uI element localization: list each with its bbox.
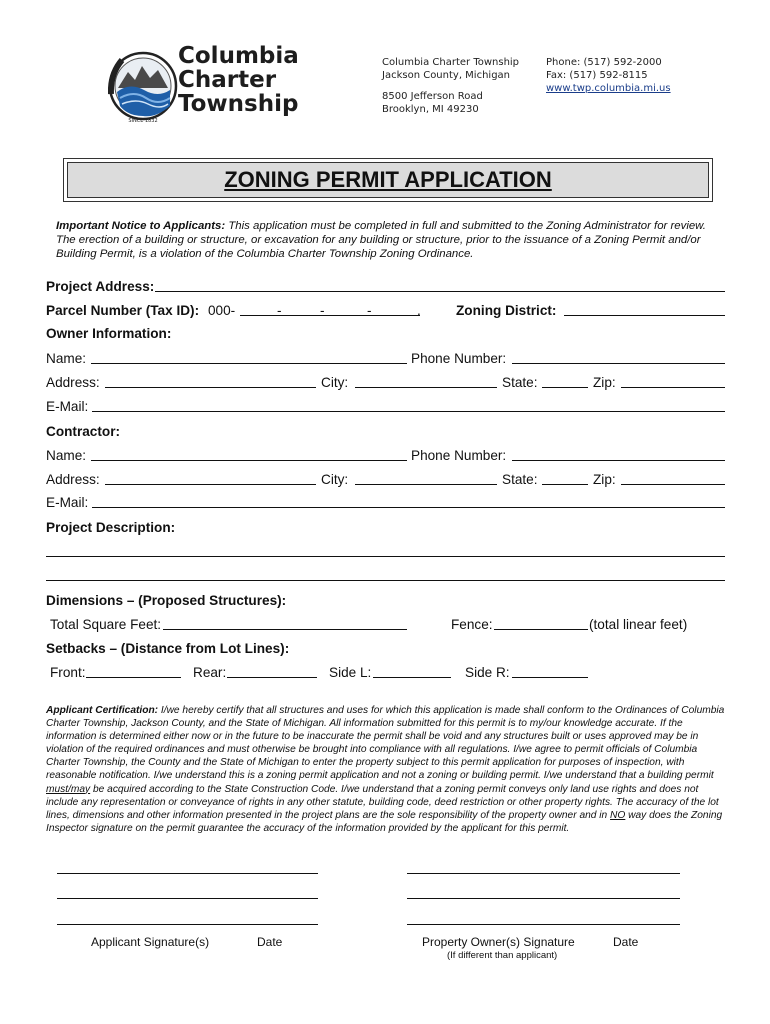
- applicant-signature-label: Applicant Signature(s): [91, 935, 210, 949]
- owner-phone-field[interactable]: [512, 363, 725, 364]
- rear-label: Rear:: [193, 665, 227, 680]
- project-description-heading: Project Description:: [46, 520, 176, 535]
- total-sqft-field[interactable]: [163, 629, 407, 630]
- front-field[interactable]: [86, 677, 181, 678]
- contractor-name-label: Name:: [46, 448, 87, 463]
- fence-field[interactable]: [494, 629, 588, 630]
- zoning-district-field[interactable]: [564, 315, 725, 316]
- rear-field[interactable]: [227, 677, 317, 678]
- logo-line-3: Township: [178, 91, 299, 117]
- seal-text: SINCE 1832: [128, 118, 158, 124]
- contractor-zip-field[interactable]: [621, 484, 725, 485]
- side-l-field[interactable]: [373, 677, 451, 678]
- parcel-end: .: [417, 303, 421, 318]
- applicant-signature-line-1[interactable]: [57, 873, 318, 874]
- page-title: ZONING PERMIT APPLICATION: [224, 167, 552, 192]
- office-city: Brooklyn, MI 49230: [382, 104, 479, 115]
- owner-address-label: Address:: [46, 375, 100, 390]
- title-box: [63, 158, 713, 202]
- applicant-signature-line-3[interactable]: [57, 924, 318, 925]
- contractor-state-field[interactable]: [542, 484, 588, 485]
- office-address: [382, 56, 519, 116]
- contractor-phone-field[interactable]: [512, 460, 725, 461]
- office-contact: [546, 56, 671, 95]
- side-l-label: Side L:: [329, 665, 372, 680]
- important-notice: [56, 219, 716, 261]
- certification-emphasis-must-may: must/may: [46, 783, 91, 795]
- logo-wordmark: [178, 44, 299, 116]
- contractor-email-label: E-Mail:: [46, 495, 89, 510]
- office-county: Jackson County, Michigan: [382, 70, 511, 81]
- owner-date-label: Date: [613, 935, 639, 949]
- applicant-certification: [46, 704, 728, 835]
- contractor-email-field[interactable]: [92, 507, 725, 508]
- owner-email-label: E-Mail:: [46, 399, 89, 414]
- contractor-address-field[interactable]: [105, 484, 316, 485]
- office-fax: Fax: (517) 592-8115: [546, 70, 648, 81]
- owner-signature-note: (If different than applicant): [447, 950, 558, 961]
- certification-heading: Applicant Certification:: [46, 705, 159, 716]
- logo-line-2: Charter: [178, 67, 277, 93]
- fence-unit: (total linear feet): [589, 617, 688, 632]
- applicant-signature-line-2[interactable]: [57, 898, 318, 899]
- owner-email-field[interactable]: [92, 411, 725, 412]
- contractor-heading: Contractor:: [46, 424, 121, 439]
- logo-line-1: Columbia: [178, 43, 299, 69]
- project-address-field[interactable]: [155, 291, 725, 292]
- owner-name-field[interactable]: [91, 363, 407, 364]
- owner-city-field[interactable]: [355, 387, 497, 388]
- setbacks-heading: Setbacks – (Distance from Lot Lines):: [46, 641, 290, 656]
- certification-text-2: be acquired according to the State Construction Code. I/we understand that a zoning permit conveys only land use rights and does not include any representation or conveyance of rights in any other statute, building code, deed restriction or other property rights. The accuracy of the lot lines, dimensions and other information presented in the project plans are the sole responsibility of the property owner and in: [46, 783, 719, 821]
- owner-zip-field[interactable]: [621, 387, 725, 388]
- contractor-state-label: State:: [502, 472, 538, 487]
- notice-heading: Important Notice to Applicants:: [56, 220, 226, 232]
- owner-phone-label: Phone Number:: [411, 351, 507, 366]
- office-name: Columbia Charter Township: [382, 57, 520, 68]
- project-address-label: Project Address:: [46, 279, 155, 294]
- applicant-date-label: Date: [257, 935, 283, 949]
- owner-signature-line-2[interactable]: [407, 898, 680, 899]
- dimensions-heading: Dimensions – (Proposed Structures):: [46, 593, 287, 608]
- owner-signature-label: Property Owner(s) Signature: [422, 935, 575, 949]
- contractor-address-label: Address:: [46, 472, 100, 487]
- contractor-city-field[interactable]: [355, 484, 497, 485]
- zoning-district-label: Zoning District:: [456, 303, 557, 318]
- owner-address-field[interactable]: [105, 387, 316, 388]
- certification-text-3: way does the Zoning Inspector signature on the permit guarantee the accuracy of the information provided by the applicant for this permit.: [46, 809, 723, 834]
- owner-city-label: City:: [321, 375, 349, 390]
- parcel-number-label: Parcel Number (Tax ID):: [46, 303, 200, 318]
- contractor-name-field[interactable]: [91, 460, 407, 461]
- township-seal-icon: [108, 44, 178, 128]
- contractor-city-label: City:: [321, 472, 349, 487]
- notice-text: This application must be completed in full and submitted to the Zoning Administrator for review. The erection of a building or structure, or excavation for any building or structure, prior to the issuance of a Zoning Permit and/or Building Permit, is a violation of the Columbia Charter Township Zoning Ordinance.: [56, 220, 706, 260]
- owner-zip-label: Zip:: [593, 375, 616, 390]
- side-r-label: Side R:: [465, 665, 510, 680]
- total-sqft-label: Total Square Feet:: [50, 617, 162, 632]
- parcel-separator-2: -: [320, 303, 325, 318]
- certification-emphasis-no: NO: [610, 809, 626, 821]
- owner-signature-line-3[interactable]: [407, 924, 680, 925]
- fence-label: Fence:: [451, 617, 493, 632]
- front-label: Front:: [50, 665, 86, 680]
- owner-state-field[interactable]: [542, 387, 588, 388]
- parcel-number-field[interactable]: [240, 315, 420, 316]
- owner-state-label: State:: [502, 375, 538, 390]
- contractor-zip-label: Zip:: [593, 472, 616, 487]
- parcel-prefix: 000-: [208, 303, 236, 318]
- owner-name-label: Name:: [46, 351, 87, 366]
- office-street: 8500 Jefferson Road: [382, 91, 483, 102]
- certification-text-1: I/we hereby certify that all structures and uses for which this application is made shall conform to the Ordinances of Columbia Charter Township, Jackson County, and the State of Michigan. All information submitted for this permit is to my/our knowledge accurate. If the information is determined either now or in the future to be inaccurate the permit shall be void and any structures built or uses approved may be in violation of the required ordinances and must otherwise be brought into compliance with all regulations. I/we agree to permit officials of Columbia Charter Township, the County and the State of Michigan to enter the property subject to this permit application for purposes of inspection, with reasonable notification. I/we understand this is a zoning permit application and not a zoning or building permit. I/we understand that a building permit: [46, 705, 725, 782]
- parcel-separator-1: -: [277, 303, 282, 318]
- parcel-separator-3: -: [367, 303, 372, 318]
- website-link[interactable]: www.twp.columbia.mi.us: [546, 83, 671, 94]
- owner-info-heading: Owner Information:: [46, 326, 172, 341]
- contractor-phone-label: Phone Number:: [411, 448, 507, 463]
- project-description-line-2[interactable]: [46, 580, 725, 581]
- side-r-field[interactable]: [512, 677, 588, 678]
- owner-signature-line-1[interactable]: [407, 873, 680, 874]
- office-phone: Phone: (517) 592-2000: [546, 57, 662, 68]
- project-description-line-1[interactable]: [46, 556, 725, 557]
